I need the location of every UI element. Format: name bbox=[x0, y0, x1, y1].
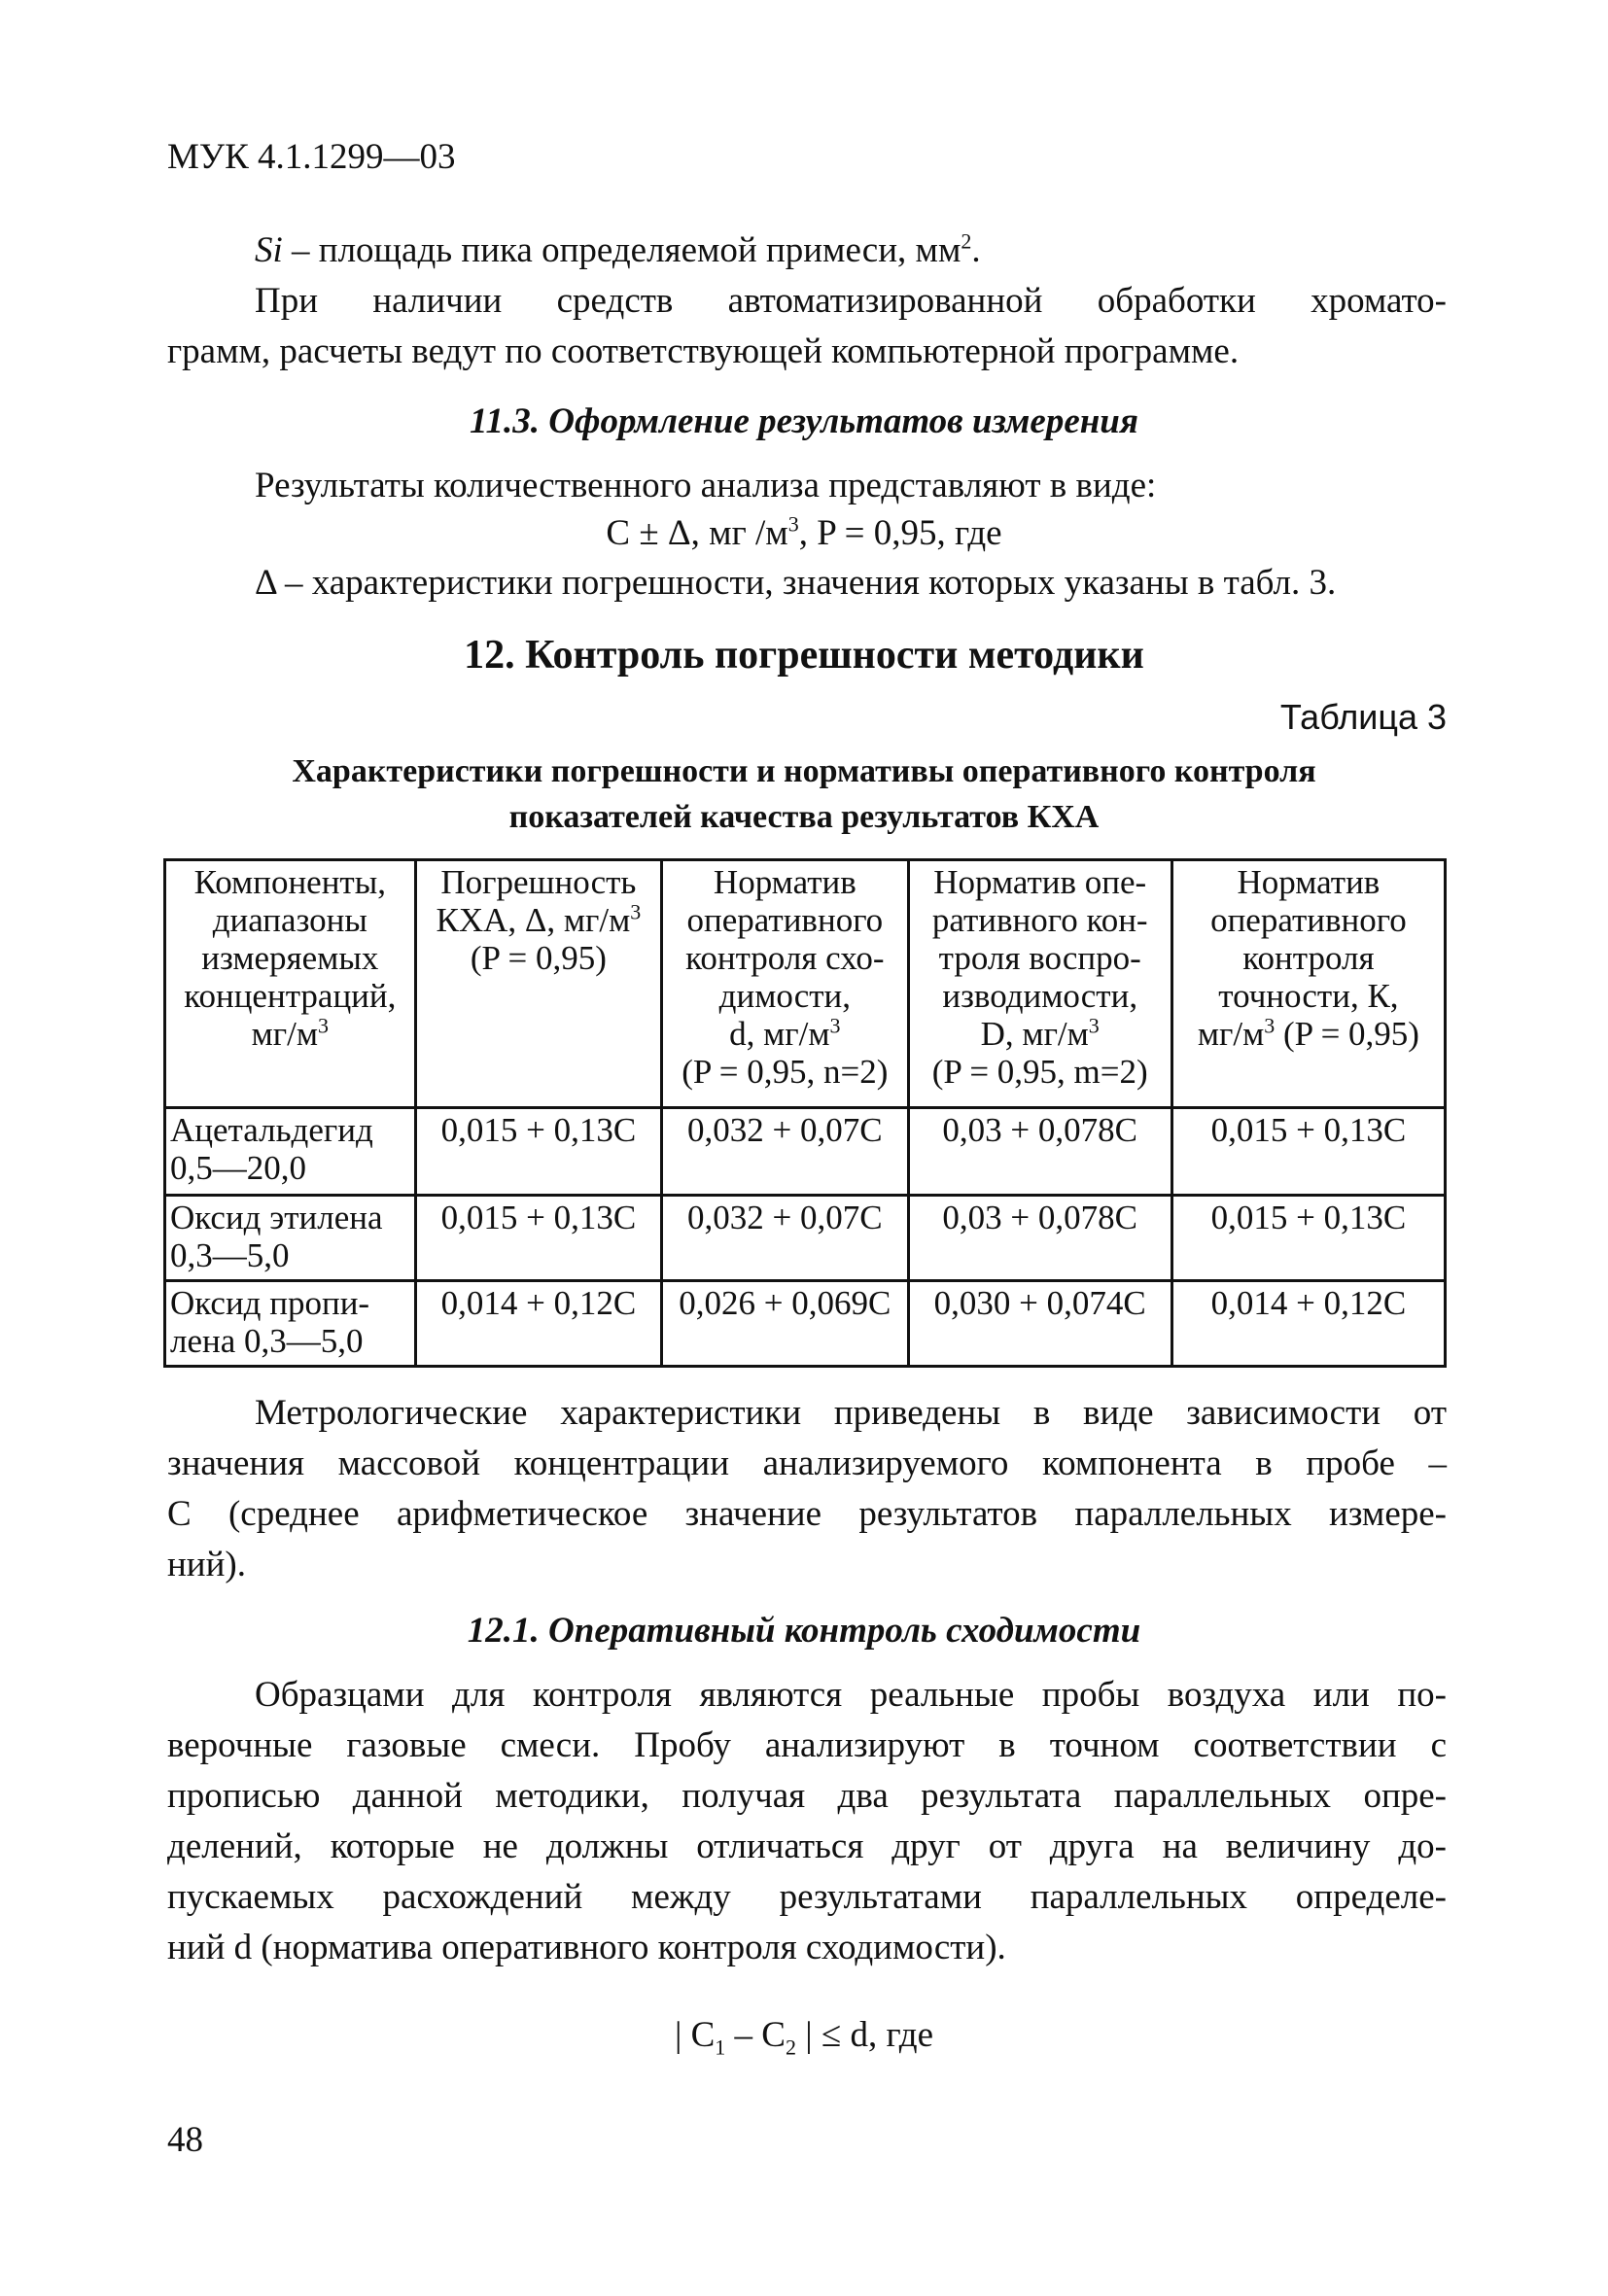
si-end: . bbox=[971, 230, 981, 270]
header-accuracy-l3: контроля bbox=[1242, 939, 1375, 977]
header-reproducibility-unit-sup: 3 bbox=[1088, 1013, 1100, 1038]
table-row bbox=[165, 1281, 1446, 1367]
component-range: лена 0,3—5,0 bbox=[170, 1322, 364, 1360]
cell-error: 0,015 + 0,13C bbox=[415, 1196, 661, 1281]
cell-reproducibility: 0,03 + 0,078C bbox=[908, 1196, 1171, 1281]
formula-sub-2: 2 bbox=[785, 2035, 796, 2060]
results-formula-a: C ± Δ, мг /м bbox=[606, 513, 788, 553]
header-accuracy-l4: точности, К, bbox=[1218, 977, 1399, 1015]
header-repeatability-unit: d, мг/м bbox=[729, 1015, 830, 1053]
header-repeatability-l3: контроля схо- bbox=[685, 939, 885, 977]
cell-error: 0,015 + 0,13C bbox=[415, 1108, 661, 1196]
cell-repeatability: 0,032 + 0,07C bbox=[662, 1196, 908, 1281]
si-definition bbox=[255, 229, 981, 271]
component-range: 0,3—5,0 bbox=[170, 1236, 290, 1274]
header-repeatability-l6: (P = 0,95, n=2) bbox=[682, 1053, 889, 1091]
results-formula-b: , P = 0,95, где bbox=[798, 513, 1002, 553]
header-accuracy-l5 bbox=[1177, 1015, 1440, 1053]
section-11-3-heading: 11.3. Оформление результатов измерения bbox=[470, 401, 1138, 441]
auto-processing-line-1: При наличии средств автоматизированной обработки хромато- bbox=[255, 281, 1447, 321]
header-accuracy-l1: Норматив bbox=[1237, 863, 1381, 901]
auto-processing-line-2: грамм, расчеты ведут по соответствующей компьютерной программе. bbox=[167, 331, 1240, 371]
table-caption-line-1: Характеристики погрешности и нормативы оперативного контроля bbox=[292, 753, 1316, 789]
header-error-unit: КХА, Δ, мг/м bbox=[436, 901, 631, 939]
header-components-l5 bbox=[170, 1015, 410, 1053]
samples-line-2: верочные газовые смеси. Пробу анализируют в точном соответствии с bbox=[167, 1725, 1447, 1765]
header-components-l2: диапазоны bbox=[212, 901, 367, 939]
results-formula bbox=[0, 512, 1608, 554]
section-12-heading: 12. Контроль погрешности методики bbox=[464, 633, 1144, 678]
formula-part-a: | C bbox=[674, 2015, 716, 2055]
table-row bbox=[165, 1108, 1446, 1196]
page-number: 48 bbox=[167, 2120, 203, 2160]
header-error bbox=[415, 860, 661, 1108]
component-name: Оксид этилена bbox=[170, 1199, 383, 1236]
cell-error: 0,014 + 0,12C bbox=[415, 1281, 661, 1367]
si-text: – площадь пика определяемой примеси, мм bbox=[282, 230, 961, 270]
header-reproducibility-l5 bbox=[914, 1015, 1167, 1053]
header-components-unit-sup: 3 bbox=[318, 1013, 330, 1038]
cell-repeatability: 0,026 + 0,069C bbox=[662, 1281, 908, 1367]
formula-part-b: – C bbox=[725, 2015, 786, 2055]
samples-line-5: пускаемых расхождений между результатами параллельных определе- bbox=[167, 1877, 1447, 1917]
metrology-line-4: ний). bbox=[167, 1545, 246, 1584]
metrology-line-2: значения массовой концентрации анализируемого компонента в пробе – bbox=[167, 1444, 1447, 1483]
component-name: Ацетальдегид bbox=[170, 1111, 373, 1149]
results-line-3: Δ – характеристики погрешности, значения которых указаны в табл. 3. bbox=[255, 563, 1337, 603]
formula-part-c: | ≤ d, где bbox=[795, 2015, 934, 2055]
header-components-unit: мг/м bbox=[251, 1015, 319, 1053]
header-repeatability-l1: Норматив bbox=[713, 863, 856, 901]
component-range: 0,5—20,0 bbox=[170, 1149, 306, 1187]
header-components bbox=[165, 860, 416, 1108]
table-row bbox=[165, 1196, 1446, 1281]
header-repeatability bbox=[662, 860, 908, 1108]
header-reproducibility-l1: Норматив опе- bbox=[933, 863, 1147, 901]
cell-reproducibility: 0,030 + 0,074C bbox=[908, 1281, 1171, 1367]
header-reproducibility-l3: троля воспро- bbox=[938, 939, 1141, 977]
header-error-l2 bbox=[421, 901, 656, 939]
cell-component bbox=[165, 1108, 416, 1196]
samples-line-4: делений, которые не должны отличаться друг от друга на величину до- bbox=[167, 1826, 1447, 1866]
cell-accuracy: 0,015 + 0,13C bbox=[1171, 1108, 1445, 1196]
table-label: Таблица 3 bbox=[1279, 697, 1447, 737]
header-components-l1: Компоненты, bbox=[193, 863, 386, 901]
header-reproducibility-l4: изводимости, bbox=[942, 977, 1138, 1015]
results-formula-sup: 3 bbox=[787, 511, 799, 537]
cell-component bbox=[165, 1281, 416, 1367]
header-accuracy-unit: мг/м bbox=[1197, 1015, 1265, 1053]
cell-component bbox=[165, 1196, 416, 1281]
header-components-l4: концентраций, bbox=[184, 977, 397, 1015]
cell-accuracy: 0,014 + 0,12C bbox=[1171, 1281, 1445, 1367]
metrology-line-1: Метрологические характеристики приведены в виде зависимости от bbox=[255, 1393, 1447, 1433]
header-reproducibility-l6: (P = 0,95, m=2) bbox=[931, 1053, 1148, 1091]
header-components-l3: измеряемых bbox=[201, 939, 379, 977]
header-accuracy-unit-sup: 3 bbox=[1264, 1013, 1276, 1038]
formula-sub-1: 1 bbox=[715, 2035, 726, 2060]
header-repeatability-l4: димости, bbox=[718, 977, 852, 1015]
header-error-l3: (P = 0,95) bbox=[470, 939, 607, 977]
header-accuracy-l2: оперативного bbox=[1210, 901, 1407, 939]
cell-repeatability: 0,032 + 0,07C bbox=[662, 1108, 908, 1196]
header-repeatability-unit-sup: 3 bbox=[829, 1013, 841, 1038]
samples-line-3: прописью данной методики, получая два результата параллельных опре- bbox=[167, 1776, 1447, 1816]
convergence-formula bbox=[0, 2014, 1608, 2060]
table-caption-line-2: показателей качества результатов КХА bbox=[508, 799, 1100, 835]
header-repeatability-l2: оперативного bbox=[686, 901, 884, 939]
samples-line-1: Образцами для контроля являются реальные пробы воздуха или по- bbox=[255, 1675, 1447, 1715]
header-repeatability-l5 bbox=[667, 1015, 902, 1053]
samples-line-6: ний d (норматива оперативного контроля сходимости). bbox=[167, 1928, 1006, 1967]
document-code: МУК 4.1.1299—03 bbox=[167, 137, 456, 177]
component-name: Оксид пропи- bbox=[170, 1284, 370, 1322]
header-accuracy-p: (P = 0,95) bbox=[1275, 1015, 1419, 1053]
section-12-1-heading: 12.1. Оперативный контроль сходимости bbox=[467, 1611, 1141, 1651]
cell-reproducibility: 0,03 + 0,078C bbox=[908, 1108, 1171, 1196]
header-reproducibility bbox=[908, 860, 1171, 1108]
table-header-row bbox=[165, 860, 1446, 1108]
header-reproducibility-l2: ративного кон- bbox=[931, 901, 1148, 939]
header-accuracy bbox=[1171, 860, 1445, 1108]
cell-accuracy: 0,015 + 0,13C bbox=[1171, 1196, 1445, 1281]
header-error-l1: Погрешность bbox=[440, 863, 637, 901]
si-symbol: Si bbox=[255, 230, 283, 270]
results-line-1: Результаты количественного анализа представляют в виде: bbox=[255, 466, 1157, 505]
header-reproducibility-unit: D, мг/м bbox=[980, 1015, 1089, 1053]
metrology-line-3: C (среднее арифметическое значение результатов параллельных измере- bbox=[167, 1494, 1447, 1534]
si-sup: 2 bbox=[961, 228, 972, 254]
header-error-unit-sup: 3 bbox=[630, 899, 642, 924]
table-3 bbox=[163, 858, 1447, 1368]
